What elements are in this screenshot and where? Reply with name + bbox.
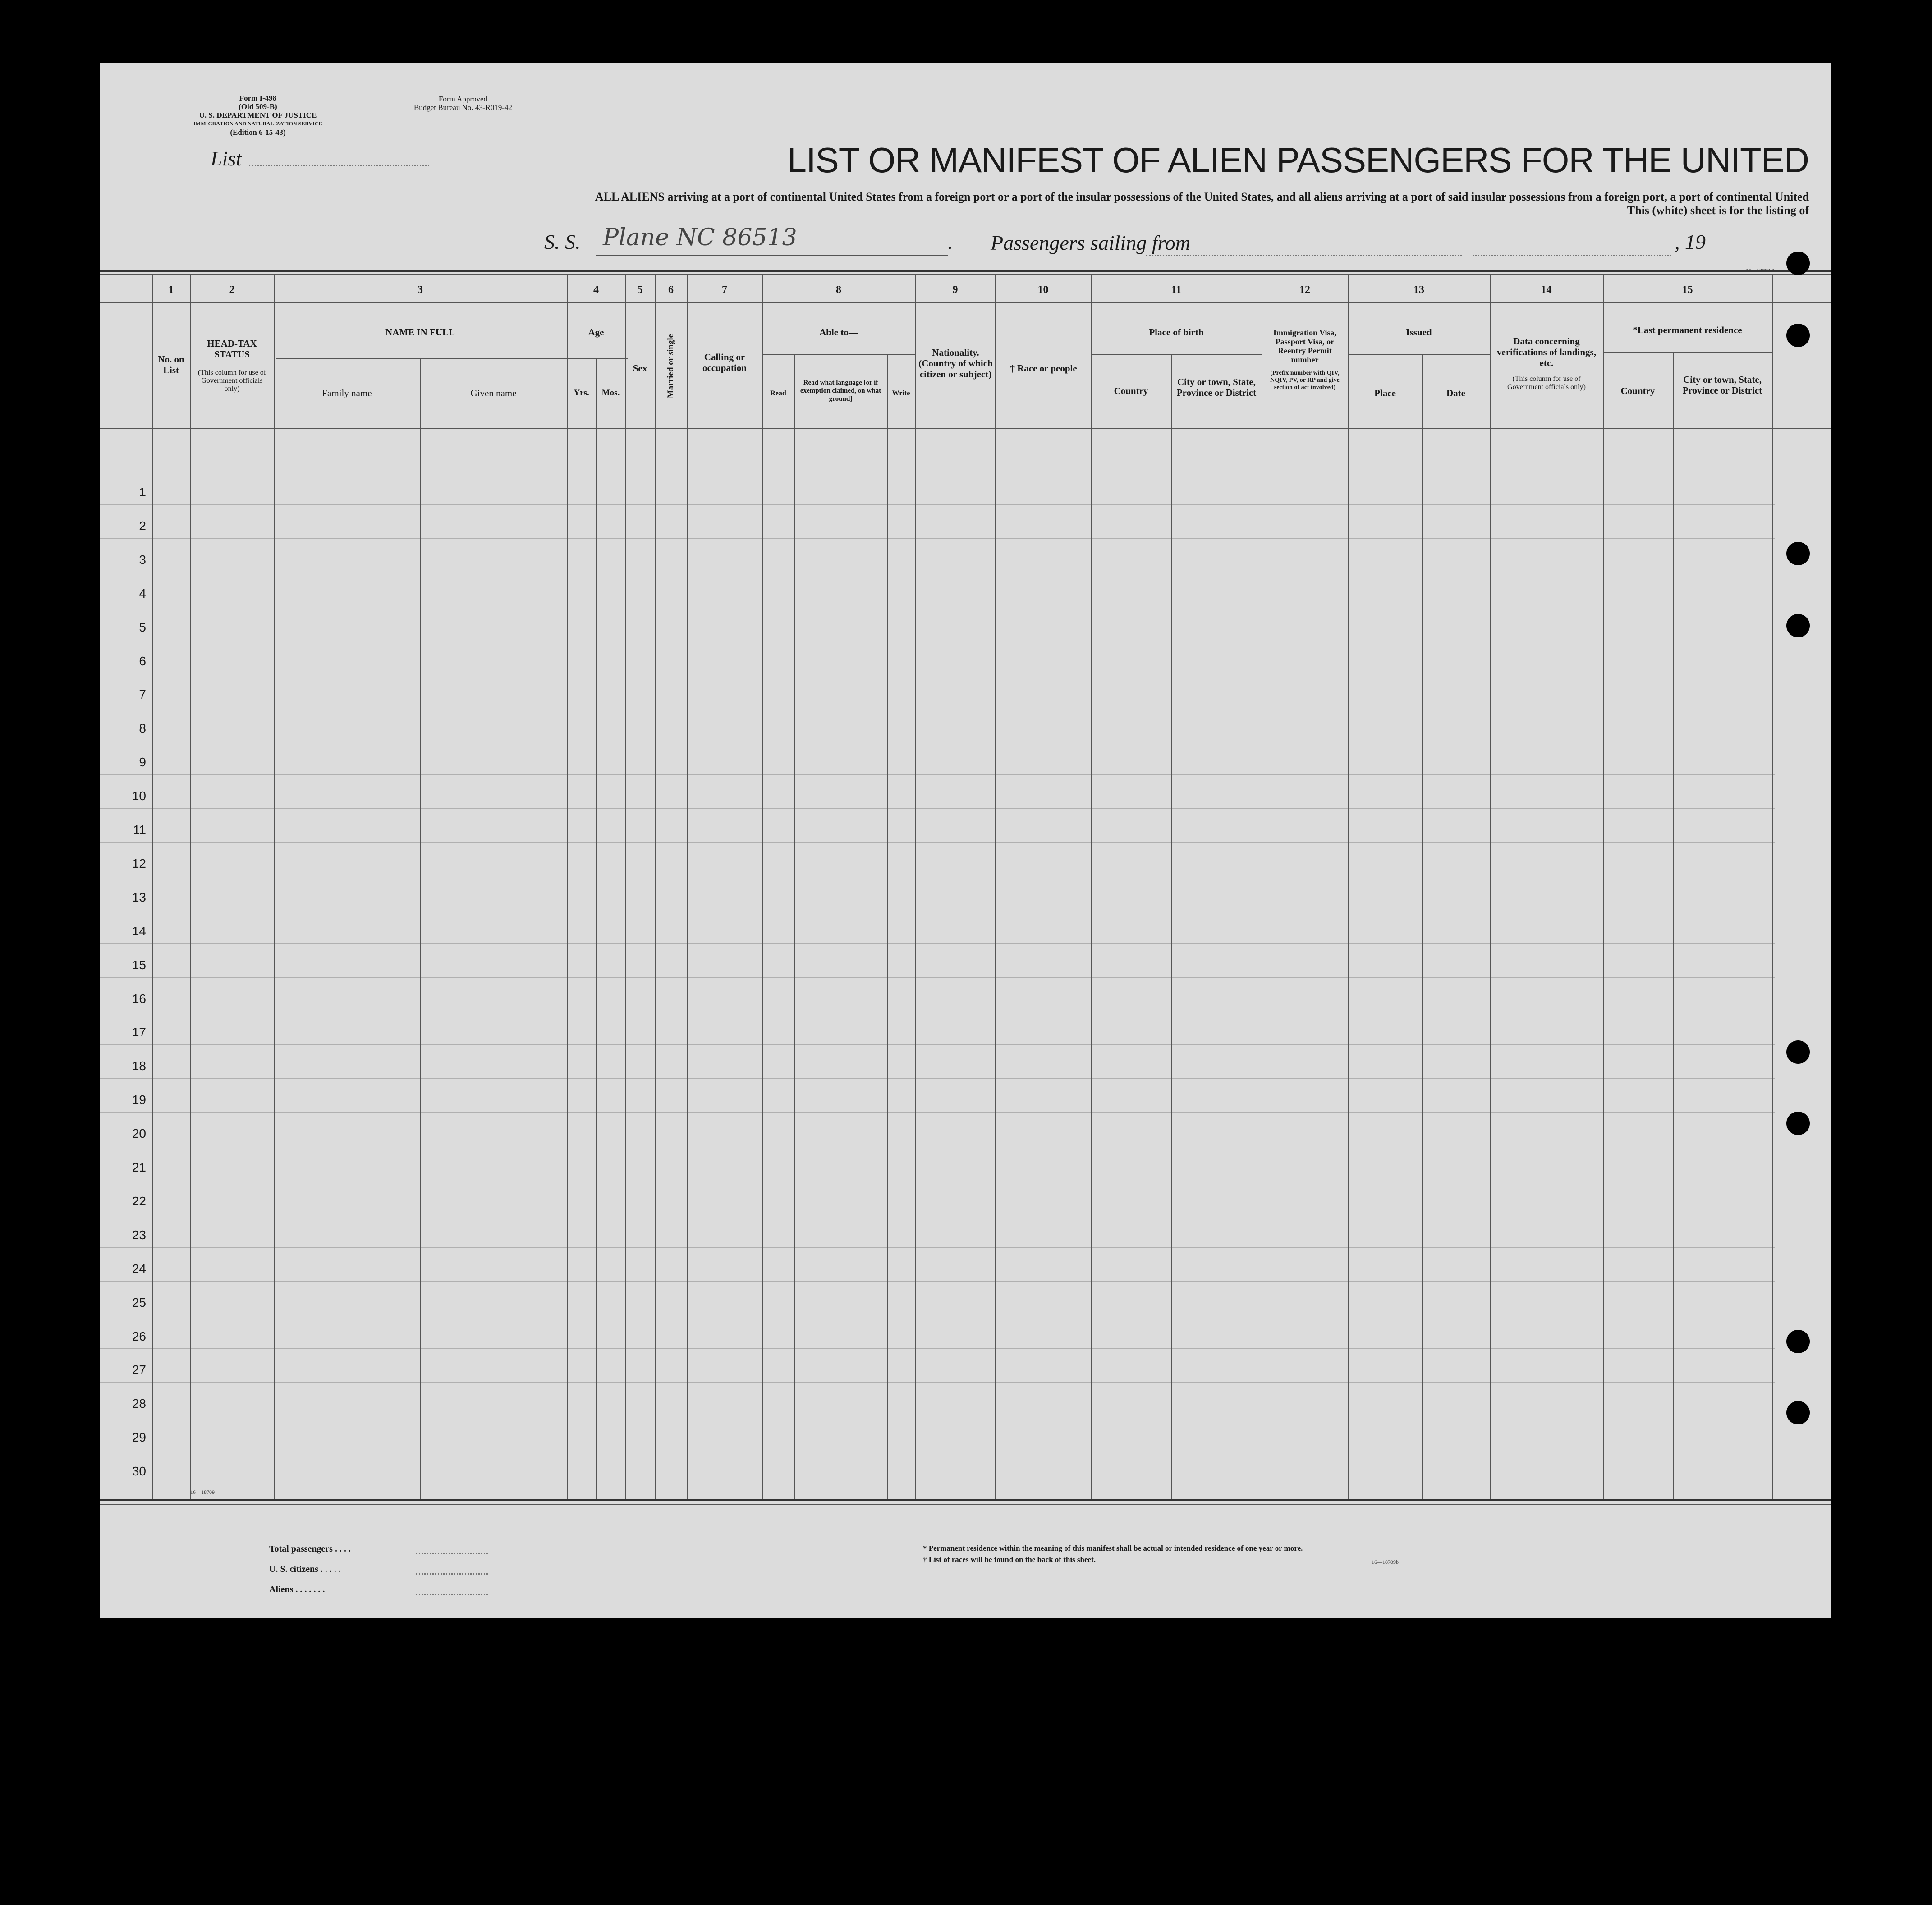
binder-hole	[1786, 614, 1810, 637]
colnum-8: 8	[836, 284, 841, 296]
colnum-14: 14	[1541, 284, 1552, 296]
row-number: 7	[139, 687, 146, 702]
row-rule	[100, 1078, 1775, 1079]
col-divider-14	[1490, 274, 1491, 1499]
row-number: 27	[132, 1363, 146, 1377]
header-age-mos: Mos.	[601, 388, 620, 398]
col-divider-read	[794, 354, 795, 1499]
header-read-language: Read what language [or if exemption claimed, on what ground]	[800, 379, 881, 403]
header-no-on-list: No. on List	[158, 354, 184, 376]
approval-block	[398, 95, 528, 112]
row-number: 9	[139, 755, 146, 769]
row-rule	[100, 1348, 1775, 1349]
header-nationality: Nationality. (Country of which citizen or subject)	[918, 347, 993, 380]
header-head-tax-note: (This column for use of Government officials only)	[197, 369, 266, 393]
header-res-city: City or town, State, Province or District	[1682, 374, 1762, 396]
row-number: 5	[139, 620, 146, 634]
footnote-races: † List of races will be found on the back of this sheet.	[923, 1555, 1096, 1564]
colnum-10: 10	[1037, 284, 1049, 296]
colnum-11: 11	[1171, 284, 1182, 296]
header-age-yrs: Yrs.	[574, 388, 589, 398]
row-rule	[100, 504, 1775, 505]
colnum-5: 5	[637, 284, 643, 296]
colnum-2: 2	[229, 284, 235, 296]
header-last-residence: *Last permanent residence	[1633, 325, 1742, 335]
col-divider-birth	[1171, 354, 1172, 1499]
vessel-name-handwritten: Plane NC 86513	[603, 224, 797, 251]
binder-hole	[1786, 1040, 1810, 1064]
header-res-country: Country	[1620, 385, 1655, 396]
row-number: 22	[132, 1194, 146, 1208]
row-rule	[100, 538, 1775, 539]
col-divider-11	[1091, 274, 1092, 1499]
row-number: 13	[132, 890, 146, 904]
row-number: 10	[132, 789, 146, 803]
vessel-prefix: S. S.	[544, 230, 581, 253]
department-name: U. S. DEPARTMENT OF JUSTICE	[199, 111, 317, 119]
row-number: 15	[132, 957, 146, 972]
col-divider-5	[625, 274, 626, 1499]
row-number: 24	[132, 1261, 146, 1276]
row-number: 28	[132, 1397, 146, 1411]
row-number: 21	[132, 1160, 146, 1174]
manifest-sheet	[100, 63, 1831, 1618]
colnum-12: 12	[1299, 284, 1310, 296]
header-age: Age	[588, 327, 604, 338]
header-birth-city: City or town, State, Province or District	[1176, 376, 1257, 398]
row-number: 16	[132, 991, 146, 1006]
table-bottom-rule-2	[100, 1504, 1831, 1505]
issued-subheader-rule	[1349, 354, 1490, 355]
header-issued: Issued	[1406, 327, 1432, 338]
header-verification-note: (This column for use of Government officials only)	[1507, 375, 1586, 391]
footnote-permanent-residence: * Permanent residence within the meaning of this manifest shall be actual or intended residence of one year or more.	[923, 1544, 1303, 1552]
form-number: Form I-498	[239, 94, 277, 102]
service-name: IMMIGRATION AND NATURALIZATION SERVICE	[193, 120, 322, 127]
header-visa-note: (Prefix number with QIV, NQIV, PV, or RP and give section of act involved)	[1270, 370, 1340, 391]
subtitle-line-2: This (white) sheet is for the listing of	[1627, 204, 1809, 217]
form-edition: (Edition 6-15-43)	[230, 128, 286, 137]
header-married-single: Married or single	[666, 334, 675, 398]
col-divider-8	[762, 274, 763, 1499]
row-number: 12	[132, 856, 146, 870]
table-bottom-rule	[100, 1499, 1831, 1501]
colnum-1: 1	[168, 284, 174, 296]
footnote-code: 16—18709b	[1372, 1559, 1399, 1565]
row-number: 30	[132, 1464, 146, 1479]
header-family-name: Family name	[322, 388, 372, 398]
header-bottom-rule	[100, 428, 1831, 429]
binder-hole	[1786, 542, 1810, 565]
row-number: 14	[132, 924, 146, 938]
name-subheader-rule	[276, 358, 569, 359]
row-number: 3	[139, 552, 146, 567]
binder-hole	[1786, 1330, 1810, 1353]
row-number: 11	[133, 823, 146, 837]
row-number: 2	[139, 518, 146, 533]
row-number: 26	[132, 1329, 146, 1343]
header-sex: Sex	[633, 363, 647, 374]
row-number: 18	[132, 1059, 146, 1073]
header-place-of-birth: Place of birth	[1149, 327, 1204, 338]
sailing-label: Passengers sailing from	[991, 231, 1190, 254]
header-birth-country: Country	[1114, 385, 1148, 396]
colnum-15: 15	[1682, 284, 1693, 296]
aliens-field[interactable]	[416, 1594, 488, 1595]
header-name-in-full: NAME IN FULL	[385, 327, 455, 338]
row-number: 23	[132, 1227, 146, 1242]
row-rule	[100, 1281, 1775, 1282]
col-divider-9	[915, 274, 916, 1499]
col-divider-13	[1348, 274, 1349, 1499]
col-divider-3	[274, 274, 275, 1499]
col-divider-2	[190, 274, 191, 1499]
header-issued-date: Date	[1446, 388, 1465, 398]
header-issued-place: Place	[1374, 388, 1396, 398]
colnum-7: 7	[722, 284, 727, 296]
col-divider-age	[596, 358, 597, 1499]
budget-bureau-line: Budget Bureau No. 43-R019-42	[413, 103, 513, 112]
birth-subheader-rule	[1092, 354, 1262, 355]
col-divider-6	[655, 274, 656, 1499]
colnum-6: 6	[668, 284, 674, 296]
binder-hole	[1786, 252, 1810, 275]
sailing-port-field[interactable]	[1146, 255, 1462, 256]
binder-hole	[1786, 1401, 1810, 1424]
col-divider-4	[567, 274, 568, 1499]
aliens-label: Aliens . . . . . . .	[269, 1584, 325, 1594]
header-given-name: Given name	[470, 388, 517, 398]
row-rule	[100, 1247, 1775, 1248]
colnum-3: 3	[418, 284, 423, 296]
sailing-date-field[interactable]	[1473, 255, 1671, 256]
col-divider-10	[995, 274, 996, 1499]
row-rule	[100, 808, 1775, 809]
approval-line: Form Approved	[438, 95, 488, 103]
col-divider-write	[887, 354, 888, 1499]
col-divider-end	[1772, 274, 1773, 1499]
col-divider-residence	[1673, 352, 1674, 1499]
header-verification: Data concerning verifications of landings, etc.	[1497, 336, 1596, 368]
col-divider-issued	[1422, 354, 1423, 1499]
row-number: 4	[139, 586, 146, 600]
row-number: 20	[132, 1127, 146, 1141]
form-id-block	[190, 94, 326, 137]
us-citizens-label: U. S. citizens . . . . .	[269, 1564, 341, 1574]
colnum-13: 13	[1413, 284, 1424, 296]
year-prefix: , 19	[1675, 230, 1706, 253]
colnum-4: 4	[593, 284, 599, 296]
row-rule	[100, 1112, 1775, 1113]
header-race: † Race or people	[1010, 363, 1077, 374]
row-number: 19	[132, 1093, 146, 1107]
period-mark: .	[948, 230, 953, 253]
age-subheader-rule	[569, 358, 628, 359]
header-write: Write	[892, 389, 910, 397]
page-title: LIST OR MANIFEST OF ALIEN PASSENGERS FOR THE UNITED	[787, 140, 1809, 180]
total-passengers-label: Total passengers . . . .	[269, 1544, 351, 1554]
binder-hole	[1786, 324, 1810, 347]
bottom-form-code: 16—18709	[190, 1489, 215, 1495]
residence-subheader-rule	[1604, 352, 1773, 353]
vessel-name-field[interactable]	[596, 255, 948, 256]
table-top-rule	[100, 270, 1831, 272]
row-rule	[100, 943, 1775, 944]
list-number-field[interactable]	[249, 165, 429, 166]
header-read: Read	[770, 389, 786, 397]
header-able-to: Able to—	[819, 327, 858, 338]
row-number: 29	[132, 1430, 146, 1445]
table-top-rule-2	[100, 274, 1831, 275]
col-divider-7	[687, 274, 688, 1499]
us-citizens-field[interactable]	[416, 1573, 488, 1575]
header-calling: Calling or occupation	[702, 352, 747, 373]
row-rule	[100, 774, 1775, 775]
row-rule	[100, 1382, 1775, 1383]
able-subheader-rule	[763, 354, 916, 355]
col-divider-name	[420, 358, 421, 1499]
header-head-tax: HEAD-TAX STATUS	[207, 338, 257, 360]
row-number: 1	[139, 485, 146, 499]
form-old-number: (Old 509-B)	[239, 102, 277, 111]
row-number: 6	[139, 654, 146, 668]
binder-hole	[1786, 1112, 1810, 1135]
total-passengers-field[interactable]	[416, 1553, 488, 1554]
top-right-code: 16—18709-1	[1746, 267, 1775, 274]
row-rule	[100, 1044, 1775, 1045]
row-number: 17	[132, 1025, 146, 1040]
row-number: 8	[139, 721, 146, 736]
header-visa: Immigration Visa, Passport Visa, or Reentry Permit number	[1273, 328, 1336, 364]
colnum-9: 9	[952, 284, 958, 296]
col-divider-15	[1603, 274, 1604, 1499]
row-number: 25	[132, 1295, 146, 1310]
column-number-rule	[100, 302, 1831, 303]
subtitle-line-1: ALL ALIENS arriving at a port of continental United States from a foreign port or a port of the insular possessions of the United States, and all aliens arriving at a port of said insular possessions from a foreign port, a port of continental United	[595, 190, 1809, 203]
col-divider-1	[152, 274, 153, 1499]
list-label: List	[211, 147, 242, 170]
row-rule	[100, 842, 1775, 843]
row-rule	[100, 977, 1775, 978]
